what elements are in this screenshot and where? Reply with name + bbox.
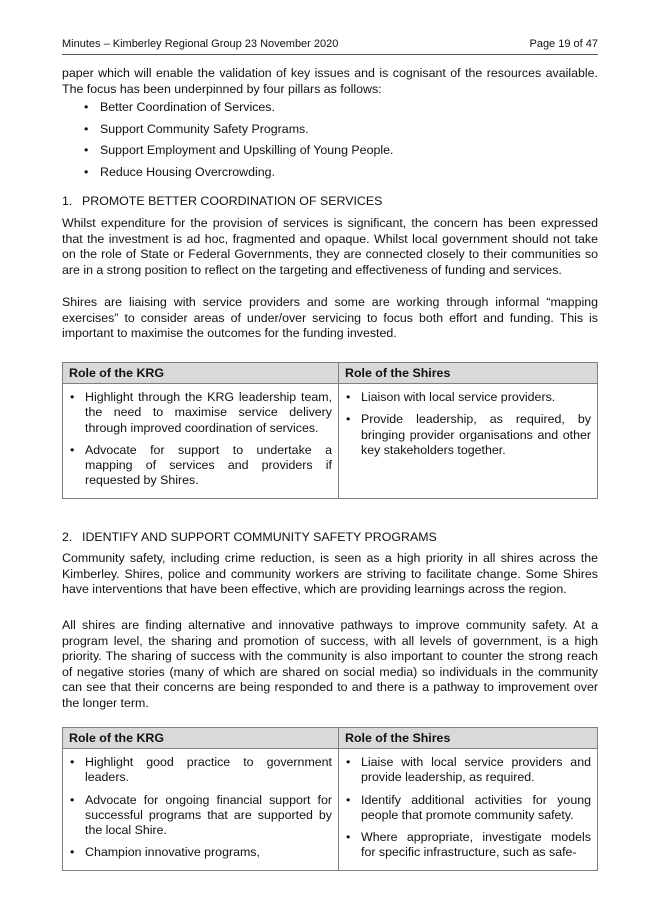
- list-item: • Where appropriate, investigate models for specific infrastructure, such as safe-: [345, 830, 591, 861]
- roles-table: [62, 727, 598, 871]
- list-item: • Identify additional activities for young people that promote community safety.: [345, 793, 591, 824]
- list-item: • Advocate for support to undertake a mapping of services and providers if requested by Shires.: [69, 443, 332, 489]
- list-item: • Reduce Housing Overcrowding.: [62, 165, 598, 187]
- body-paragraph: Whilst expenditure for the provision of services is significant, the concern has been expressed that the investment is ad hoc, fragmented and opaque. Whilst local government should not take on the role of State or Federal Governments, they are connected closely to their communities so are in a strong position to reflect on the targeting and effectiveness of funding and services.: [62, 216, 598, 277]
- section-heading: [62, 530, 437, 544]
- page-number: Page 19 of 47: [529, 38, 598, 50]
- list-item: • Advocate for ongoing financial support for successful programs that are supported by the local Shire.: [69, 793, 332, 839]
- intro-paragraph: paper which will enable the validation of key issues and is cognisant of the resources available. The focus has been underpinned by four pillars as follows:: [62, 66, 598, 96]
- column-header: Role of the KRG: [63, 363, 339, 384]
- list-item: • Support Employment and Upskilling of Young People.: [62, 143, 598, 165]
- list-item: • Liaise with local service providers and provide leadership, as required.: [345, 755, 591, 786]
- table-cell: [339, 384, 598, 499]
- table-header-row: [63, 363, 598, 384]
- table-cell: [339, 749, 598, 871]
- table-cell: [63, 749, 339, 871]
- list-item: • Champion innovative programs,: [69, 845, 332, 860]
- list-item: • Liaison with local service providers.: [345, 390, 591, 405]
- header-title: Minutes – Kimberley Regional Group 23 November 2020: [62, 38, 339, 50]
- body-paragraph: Community safety, including crime reduction, is seen as a high priority in all shires across the Kimberley. Shires, police and community workers are striving to facilitate change. Some Shires have interventions that have been effective, which are providing learnings across the region.: [62, 551, 598, 597]
- table-row: [63, 384, 598, 499]
- roles-table: [62, 362, 598, 499]
- section-title: PROMOTE BETTER COORDINATION OF SERVICES: [82, 194, 383, 208]
- section-title: IDENTIFY AND SUPPORT COMMUNITY SAFETY PROGRAMS: [82, 530, 437, 544]
- list-item: • Highlight through the KRG leadership team, the need to maximise service delivery through improved coordination of services.: [69, 390, 332, 436]
- column-header: Role of the Shires: [339, 363, 598, 384]
- section-heading: [62, 194, 382, 208]
- list-item: • Support Community Safety Programs.: [62, 122, 598, 144]
- list-item: • Provide leadership, as required, by bringing provider organisations and other key stakeholders together.: [345, 412, 591, 458]
- body-paragraph: All shires are finding alternative and innovative pathways to improve community safety. At a program level, the sharing and promotion of success, with all levels of government, is a high priority. The sharing of success with the community is also important to counter the strong reach of negative stories (many of which are shared on social media) so individuals in the community can see that their concerns are being responded to and there is a pathway to improvement over the longer term.: [62, 618, 598, 710]
- column-header: Role of the KRG: [63, 728, 339, 749]
- list-item: • Highlight good practice to government leaders.: [69, 755, 332, 786]
- page-header: [62, 38, 598, 55]
- table-header-row: [63, 728, 598, 749]
- body-paragraph: Shires are liaising with service providers and some are working through informal “mapping exercises” to consider areas of under/over servicing to focus both effort and funding. This is important to maximise the outcomes for the funding invested.: [62, 295, 598, 341]
- pillars-list: [62, 100, 598, 186]
- list-item: • Better Coordination of Services.: [62, 100, 598, 122]
- section-number: 1.: [62, 194, 73, 208]
- table-cell: [63, 384, 339, 499]
- table-row: [63, 749, 598, 871]
- column-header: Role of the Shires: [339, 728, 598, 749]
- section-number: 2.: [62, 530, 73, 544]
